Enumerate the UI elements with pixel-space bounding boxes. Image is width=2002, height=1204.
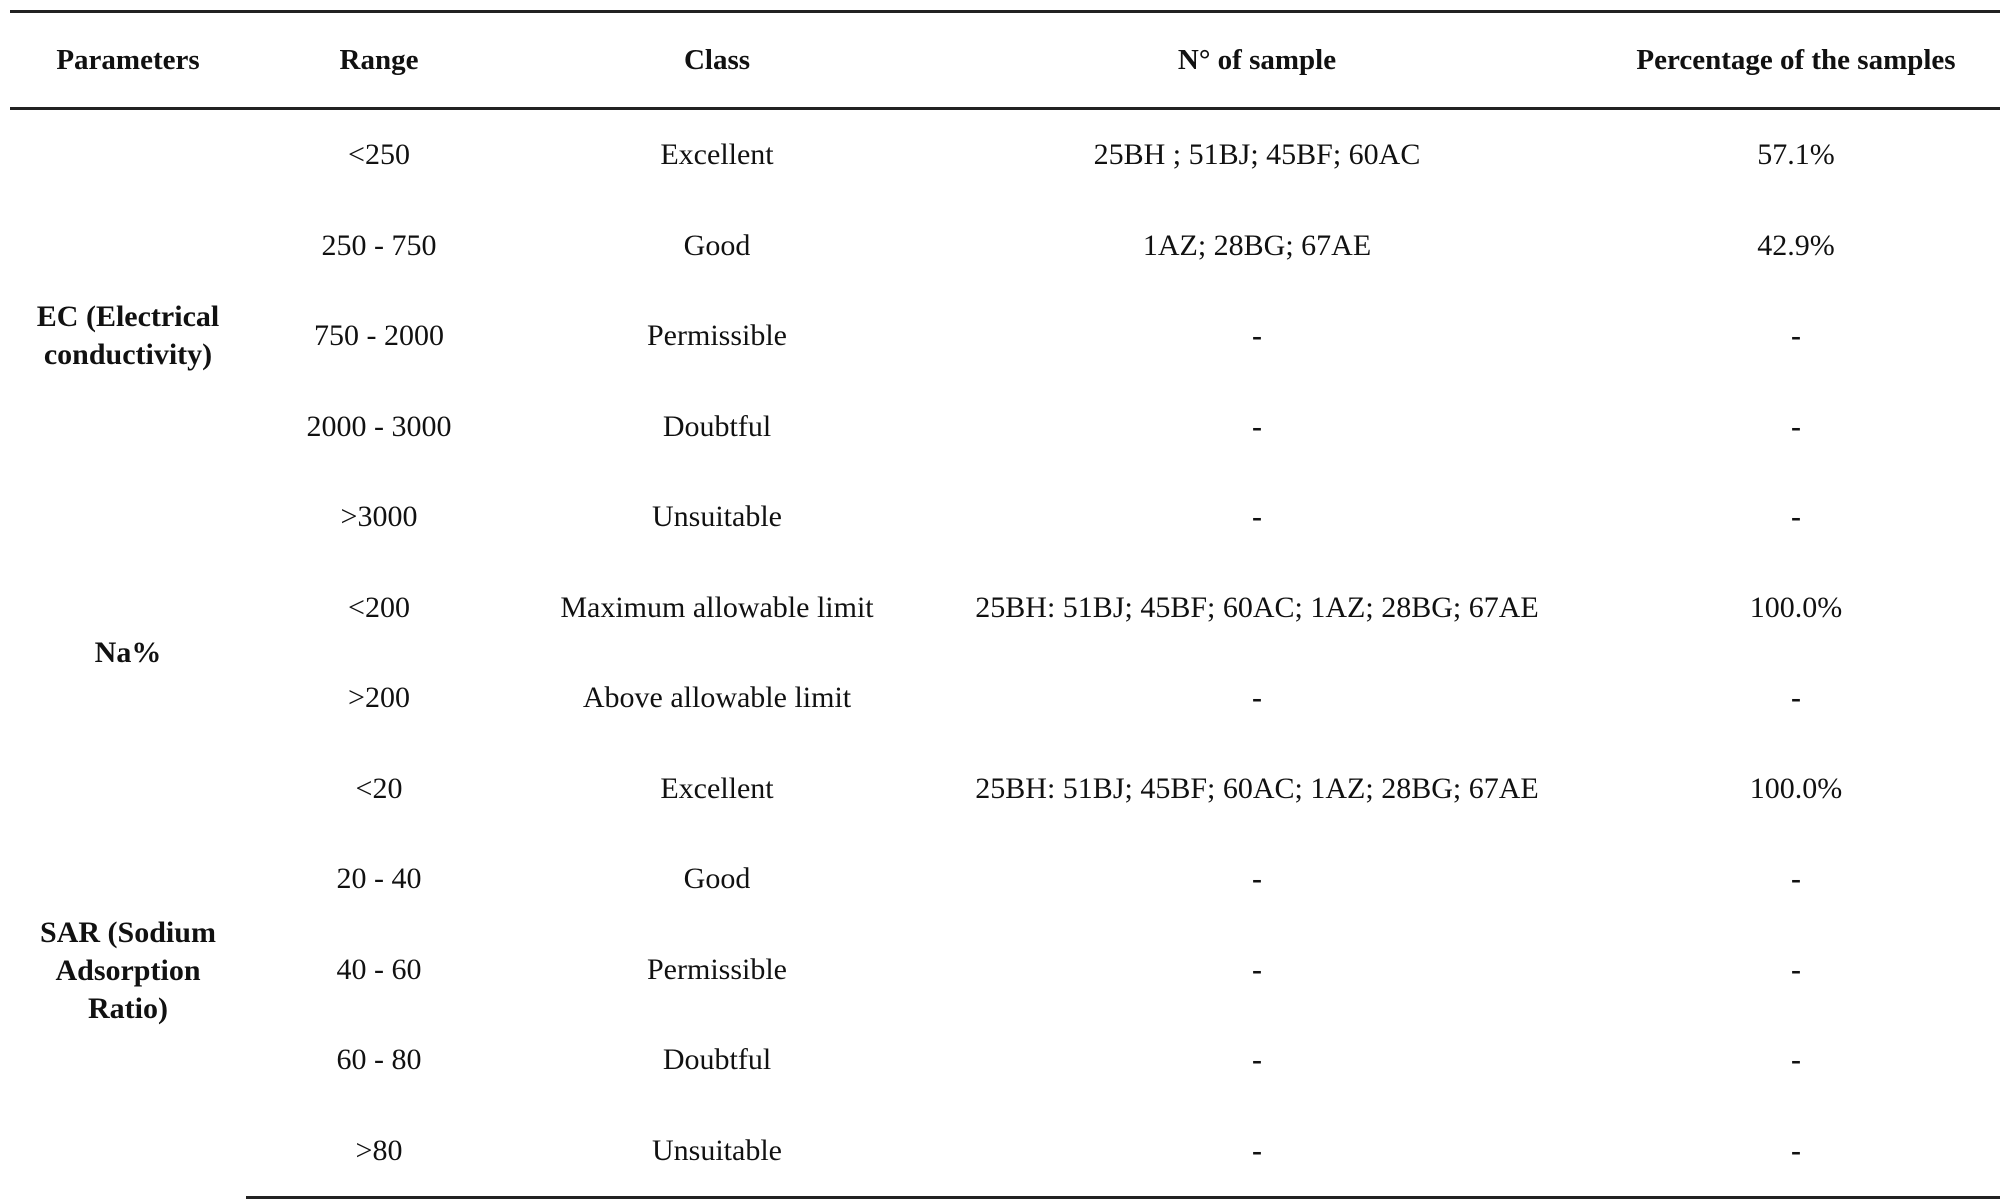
class-cell: Good	[683, 862, 751, 896]
class-cell: Good	[683, 228, 751, 262]
table-header	[10, 12, 2000, 109]
range-cell: 40 - 60	[336, 952, 422, 986]
range-cell: 60 - 80	[336, 1043, 422, 1077]
percentage-cell: -	[1791, 681, 1801, 715]
class-cell: Maximum allowable limit	[560, 590, 874, 624]
range-cell: >80	[246, 1106, 512, 1198]
water-quality-table	[10, 10, 2000, 1199]
class-cell: Doubtful	[662, 409, 772, 443]
percentage-cell: -	[1791, 319, 1801, 353]
range-cell: 250 - 750	[321, 228, 437, 262]
header-range: Range	[246, 12, 512, 109]
table-row	[10, 201, 2000, 292]
table-row	[10, 563, 2000, 654]
percentage-cell: 100.0%	[1749, 590, 1843, 624]
class-cell: Unsuitable	[652, 500, 782, 534]
water-quality-table-container	[10, 10, 2000, 1199]
table-body	[10, 109, 2000, 1198]
table-row	[10, 834, 2000, 925]
range-cell: 750 - 2000	[314, 319, 444, 353]
header-parameters: Parameters	[10, 12, 246, 109]
percentage-cell: 57.1%	[1757, 138, 1835, 172]
samples-cell: -	[1252, 319, 1262, 353]
range-cell: >200	[348, 681, 410, 715]
class-cell: Doubtful	[662, 1043, 772, 1077]
samples-cell: -	[1252, 500, 1262, 534]
class-cell: Above allowable limit	[582, 681, 852, 715]
range-cell: <20	[355, 771, 403, 805]
parameter-cell-sar: SAR (Sodium Adsorption Ratio)	[40, 915, 216, 1025]
samples-cell: 1AZ; 28BG; 67AE	[1142, 228, 1372, 262]
class-cell: Permissible	[647, 952, 787, 986]
table-row	[10, 925, 2000, 1016]
table-row	[10, 472, 2000, 563]
range-cell: >3000	[340, 500, 418, 534]
range-cell: <200	[348, 590, 410, 624]
table-row	[10, 382, 2000, 473]
percentage-cell: -	[1791, 952, 1801, 986]
class-cell: Unsuitable	[512, 1106, 922, 1198]
percentage-cell: -	[1592, 1106, 2000, 1198]
range-cell: 20 - 40	[336, 862, 422, 896]
samples-cell: -	[1252, 409, 1262, 443]
class-cell: Excellent	[660, 138, 774, 172]
percentage-cell: -	[1791, 1043, 1801, 1077]
samples-cell: -	[1252, 952, 1262, 986]
class-cell: Excellent	[660, 771, 774, 805]
table-row	[10, 744, 2000, 835]
table-row	[10, 291, 2000, 382]
range-cell: 2000 - 3000	[306, 409, 452, 443]
percentage-cell: -	[1791, 500, 1801, 534]
parameter-cell-na: Na%	[94, 636, 162, 669]
percentage-cell: 42.9%	[1757, 228, 1835, 262]
percentage-cell: -	[1791, 862, 1801, 896]
parameter-cell-ec: EC (Electrical conductivity)	[36, 300, 220, 372]
samples-cell: 25BH: 51BJ; 45BF; 60AC; 1AZ; 28BG; 67AE	[975, 590, 1539, 624]
percentage-cell: -	[1791, 409, 1801, 443]
table-row	[10, 109, 2000, 201]
samples-cell: 25BH ; 51BJ; 45BF; 60AC	[1093, 138, 1421, 172]
samples-cell: -	[1252, 1043, 1262, 1077]
samples-cell: 25BH: 51BJ; 45BF; 60AC; 1AZ; 28BG; 67AE	[975, 771, 1539, 805]
percentage-cell: 100.0%	[1749, 771, 1843, 805]
samples-cell: -	[1252, 681, 1262, 715]
samples-cell: -	[1252, 862, 1262, 896]
samples-cell: -	[922, 1106, 1592, 1198]
header-percentage: Percentage of the samples	[1592, 12, 2000, 109]
table-row	[10, 653, 2000, 744]
header-class: Class	[512, 12, 922, 109]
range-cell: <250	[348, 138, 410, 172]
table-row	[10, 1015, 2000, 1106]
class-cell: Permissible	[647, 319, 787, 353]
header-row	[10, 12, 2000, 109]
header-sample-number: N° of sample	[922, 12, 1592, 109]
table-row	[10, 1106, 2000, 1198]
